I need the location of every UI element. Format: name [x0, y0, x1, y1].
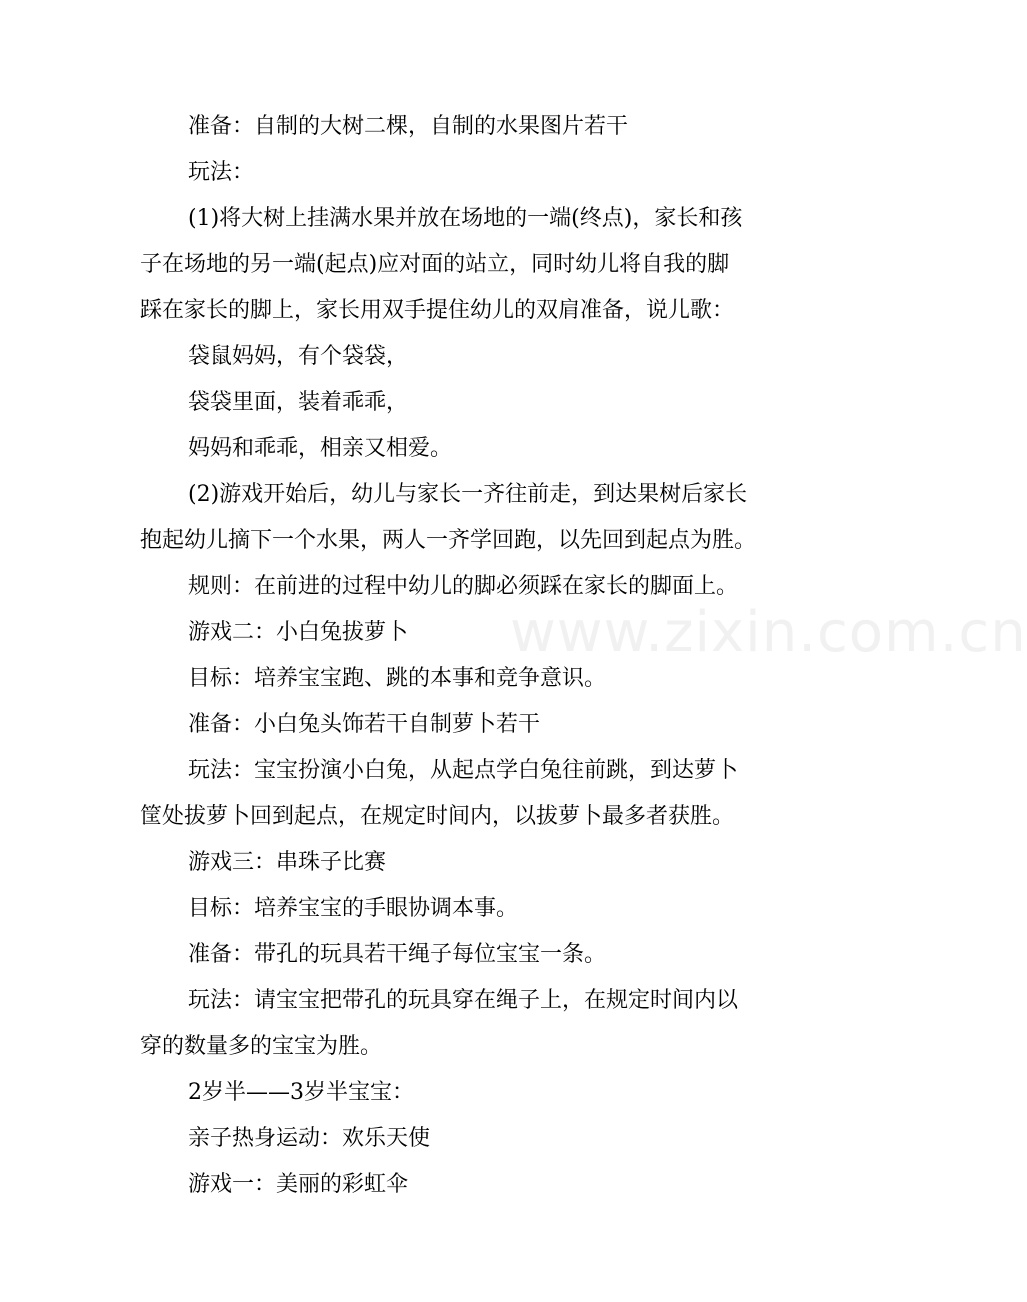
- paragraph-line: 准备：小白兔头饰若干自制萝卜若干: [188, 712, 541, 737]
- watermark: www.zixin.com.cn: [510, 600, 1027, 665]
- paragraph-line: (2)游戏开始后，幼儿与家长一齐往前走，到达果树后家长: [188, 482, 748, 507]
- section-heading: 游戏二：小白兔拔萝卜: [188, 620, 409, 645]
- paragraph-line: 玩法：: [188, 160, 255, 185]
- rhyme-line: 袋鼠妈妈，有个袋袋，: [188, 344, 409, 369]
- paragraph-line: 抱起幼儿摘下一个水果，两人一齐学回跑，以先回到起点为胜。: [140, 528, 757, 553]
- paragraph-line: 玩法：请宝宝把带孔的玩具穿在绳子上，在规定时间内以: [188, 988, 739, 1013]
- paragraph-line: 规则：在前进的过程中幼儿的脚必须踩在家长的脚面上。: [188, 574, 739, 599]
- paragraph-line: 玩法：宝宝扮演小白兔，从起点学白兔往前跳，到达萝卜: [188, 758, 739, 783]
- paragraph-line: 子在场地的另一端(起点)应对面的站立，同时幼儿将自我的脚: [140, 252, 730, 277]
- paragraph-line: 穿的数量多的宝宝为胜。: [140, 1034, 383, 1059]
- paragraph-line: 目标：培养宝宝跑、跳的本事和竞争意识。: [188, 666, 607, 691]
- paragraph-line: 准备：自制的大树二棵，自制的水果图片若干: [188, 114, 629, 139]
- paragraph-line: (1)将大树上挂满水果并放在场地的一端(终点)，家长和孩: [188, 206, 743, 231]
- section-heading: 游戏三：串珠子比赛: [188, 850, 387, 875]
- paragraph-line: 踩在家长的脚上，家长用双手提住幼儿的双肩准备，说儿歌：: [140, 298, 735, 323]
- section-heading: 亲子热身运动：欢乐天使: [188, 1126, 431, 1151]
- section-heading: 游戏一：美丽的彩虹伞: [188, 1172, 409, 1197]
- paragraph-line: 目标：培养宝宝的手眼协调本事。: [188, 896, 519, 921]
- rhyme-line: 袋袋里面，装着乖乖，: [188, 390, 409, 415]
- age-group-heading: 2岁半——3岁半宝宝：: [188, 1080, 414, 1105]
- rhyme-line: 妈妈和乖乖，相亲又相爱。: [188, 436, 453, 461]
- paragraph-line: 准备：带孔的玩具若干绳子每位宝宝一条。: [188, 942, 607, 967]
- paragraph-line: 筐处拔萝卜回到起点，在规定时间内，以拔萝卜最多者获胜。: [140, 804, 735, 829]
- document-body: [140, 104, 792, 1208]
